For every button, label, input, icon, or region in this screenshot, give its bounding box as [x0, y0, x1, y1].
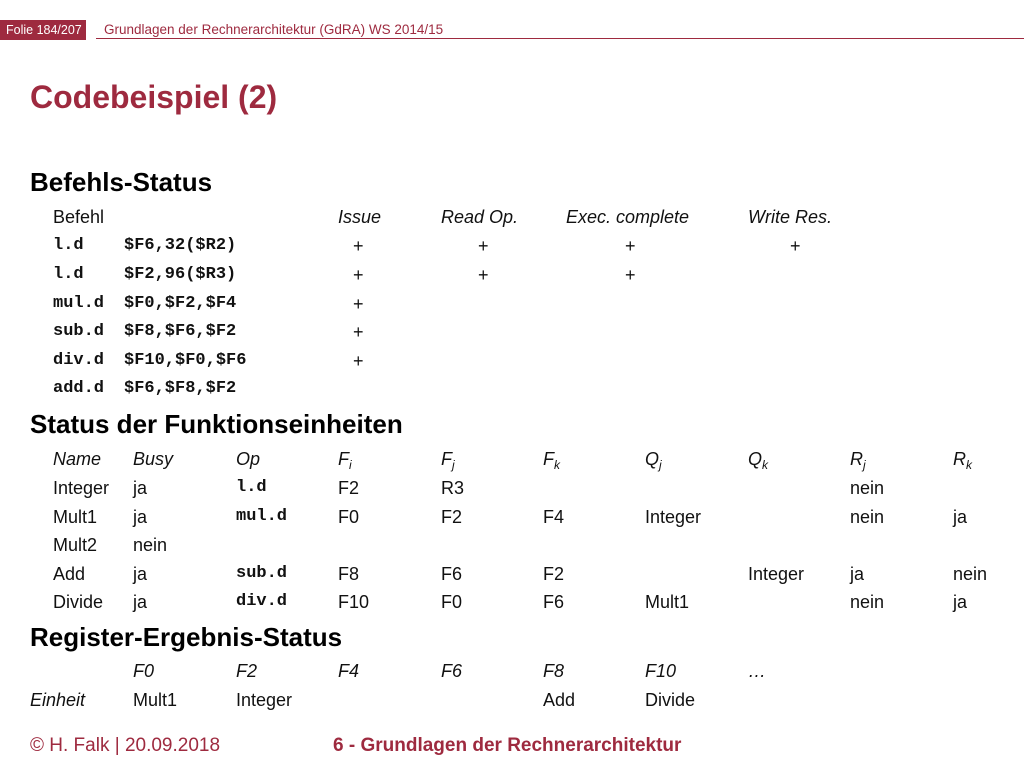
- fu-fj: R3: [441, 478, 465, 498]
- exec-cell: +: [625, 265, 636, 285]
- read-cell: +: [478, 265, 489, 285]
- col-busy: Busy: [133, 449, 174, 469]
- fu-busy: nein: [133, 535, 168, 555]
- fu-qk: Integer: [748, 564, 805, 584]
- fu-fi: F2: [338, 478, 360, 498]
- unit-f8: Add: [543, 690, 576, 710]
- fu-name: Integer: [53, 478, 110, 498]
- unit-f10: Divide: [645, 690, 696, 710]
- col-exec-complete: Exec. complete: [566, 207, 690, 227]
- issue-cell: +: [353, 322, 364, 342]
- fu-name: Divide: [53, 592, 104, 612]
- fu-rk: ja: [953, 592, 968, 612]
- unit-f2: Integer: [236, 690, 293, 710]
- col-qk: $Q_k$: [748, 449, 769, 472]
- instr-status-heading: Befehls-Status: [30, 167, 213, 197]
- col-read-op: Read Op.: [441, 207, 519, 227]
- slide-title: Codebeispiel (2): [30, 79, 278, 115]
- instr-args: $F6,$F8,$F2: [124, 379, 237, 398]
- read-cell: +: [478, 236, 489, 256]
- reg-unit-row: [0, 686, 1024, 714]
- fu-rj: nein: [850, 592, 885, 612]
- header-rule: [96, 38, 1024, 39]
- footer-copyright: © H. Falk | 20.09.2018: [30, 735, 221, 756]
- instr-op: div.d: [53, 351, 105, 370]
- issue-cell: +: [353, 294, 364, 314]
- col-befehl: Befehl: [53, 207, 105, 227]
- reg-header-row: [0, 657, 1024, 685]
- col-fk: $F_k$: [543, 449, 560, 472]
- reg-f6: F6: [441, 661, 463, 681]
- fu-rk: nein: [953, 564, 988, 584]
- fu-name: Add: [53, 564, 86, 584]
- einheit-label: Einheit: [30, 690, 86, 710]
- fu-busy: ja: [133, 564, 148, 584]
- instr-args: $F8,$F6,$F2: [124, 322, 237, 341]
- fu-rj: nein: [850, 507, 885, 527]
- fu-rj: ja: [850, 564, 865, 584]
- col-fi: $F_i$: [338, 449, 352, 472]
- footer-chapter: 6 - Grundlagen der Rechnerarchitektur: [333, 735, 682, 756]
- fu-row: [0, 503, 1024, 531]
- fu-qj: Mult1: [645, 592, 690, 612]
- fu-fi: F10: [338, 592, 370, 612]
- course-title: Grundlagen der Rechnerarchitektur (GdRA) WS 2014/15: [104, 22, 444, 37]
- instr-op: mul.d: [53, 294, 105, 313]
- fu-status-heading: Status der Funktionseinheiten: [30, 409, 403, 439]
- instr-op: add.d: [53, 379, 105, 398]
- fu-busy: ja: [133, 478, 148, 498]
- fu-fi: F8: [338, 564, 360, 584]
- col-rj: $R_j$: [850, 449, 866, 472]
- instr-row: [0, 347, 1024, 375]
- fu-table-header: [0, 445, 1024, 473]
- instr-op: sub.d: [53, 322, 105, 341]
- unit-f0: Mult1: [133, 690, 178, 710]
- reg-f8: F8: [543, 661, 565, 681]
- write-cell: +: [790, 236, 801, 256]
- fu-rj: nein: [850, 478, 885, 498]
- fu-op: sub.d: [236, 564, 288, 583]
- fu-fj: F2: [441, 507, 463, 527]
- instr-row: [0, 290, 1024, 318]
- issue-cell: +: [353, 265, 364, 285]
- instr-row: [0, 232, 1024, 260]
- fu-op: mul.d: [236, 507, 288, 526]
- instr-row: [0, 261, 1024, 289]
- fu-name: Mult1: [53, 507, 98, 527]
- col-rk: $R_k$: [953, 449, 972, 472]
- col-issue: Issue: [338, 207, 382, 227]
- instr-op: l.d: [53, 265, 84, 284]
- col-qj: $Q_j$: [645, 449, 662, 472]
- reg-status-heading: Register-Ergebnis-Status: [30, 622, 343, 652]
- fu-busy: ja: [133, 592, 148, 612]
- fu-row: [0, 588, 1024, 616]
- col-name: Name: [53, 449, 102, 469]
- fu-fk: F4: [543, 507, 565, 527]
- fu-busy: ja: [133, 507, 148, 527]
- reg-f2: F2: [236, 661, 258, 681]
- col-op: Op: [236, 449, 261, 469]
- instr-args: $F2,96($R3): [124, 265, 237, 284]
- fu-fk: F2: [543, 564, 565, 584]
- col-fj: $F_j$: [441, 449, 455, 472]
- fu-fj: F6: [441, 564, 463, 584]
- reg-f4: F4: [338, 661, 360, 681]
- instr-row: [0, 318, 1024, 346]
- instr-args: $F0,$F2,$F4: [124, 294, 237, 313]
- fu-fj: F0: [441, 592, 463, 612]
- issue-cell: +: [353, 351, 364, 371]
- instr-row: [0, 375, 1024, 403]
- col-write-res: Write Res.: [748, 207, 833, 227]
- instr-table-header: [0, 203, 1024, 231]
- fu-row: [0, 560, 1024, 588]
- fu-name: Mult2: [53, 535, 98, 555]
- exec-cell: +: [625, 236, 636, 256]
- reg-f10: F10: [645, 661, 677, 681]
- reg-ellipsis: …: [748, 661, 766, 681]
- fu-fi: F0: [338, 507, 360, 527]
- fu-op: l.d: [236, 478, 267, 497]
- reg-f0: F0: [133, 661, 155, 681]
- instr-args: $F10,$F0,$F6: [124, 351, 247, 370]
- slide-header: [0, 20, 1024, 40]
- slide-number: Folie 184/207: [0, 20, 86, 40]
- fu-fk: F6: [543, 592, 565, 612]
- issue-cell: +: [353, 236, 364, 256]
- instr-op: l.d: [53, 236, 84, 255]
- fu-op: div.d: [236, 592, 288, 611]
- fu-row: [0, 531, 1024, 559]
- fu-rk: ja: [953, 507, 968, 527]
- fu-row: [0, 474, 1024, 502]
- fu-qj: Integer: [645, 507, 702, 527]
- instr-args: $F6,32($R2): [124, 236, 237, 255]
